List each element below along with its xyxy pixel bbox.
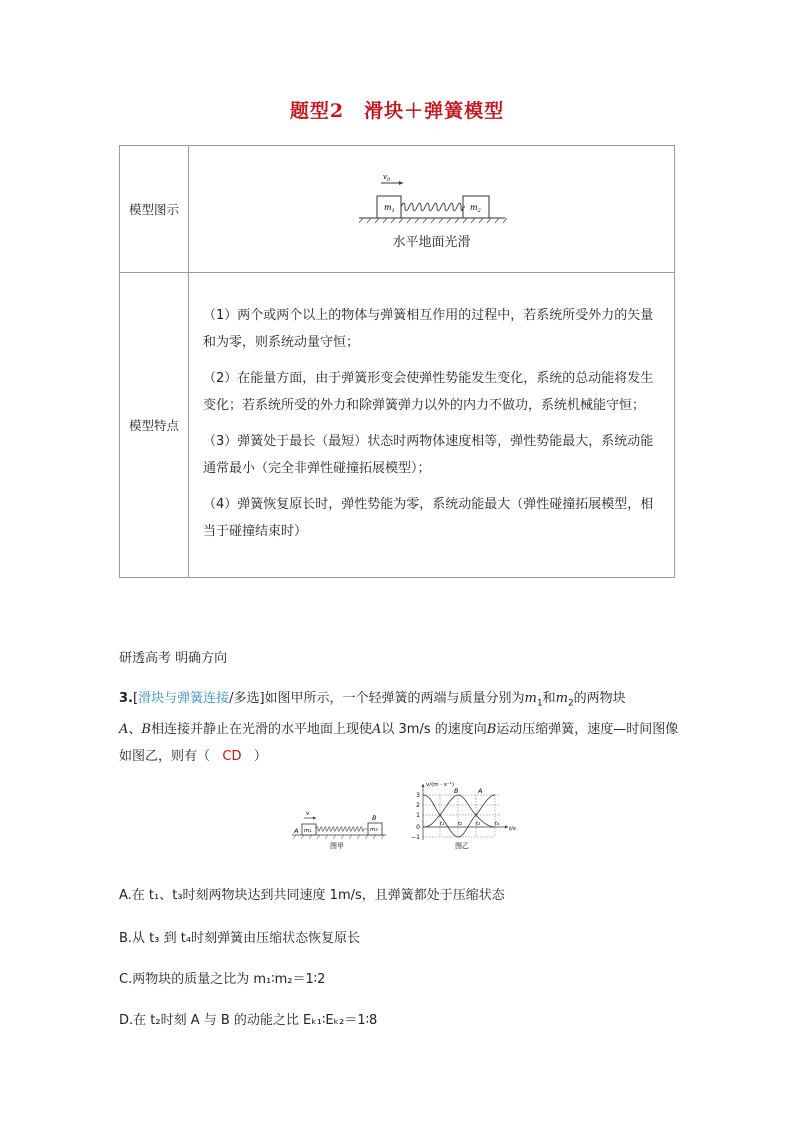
fig-yi-ylabel: v/(m · s⁻¹) <box>426 782 454 788</box>
option-D: D.在 t₂时刻 A 与 B 的动能之比 Eₖ₁∶Eₖ₂＝1∶8 <box>119 1013 378 1028</box>
answer-text: CD <box>222 748 242 764</box>
row-label-features: 模型特点 <box>120 273 189 578</box>
row-label-diagram: 模型图示 <box>120 146 189 273</box>
option-B: B.从 t₃ 到 t₄时刻弹簧由压缩状态恢复原长 <box>119 931 361 946</box>
v0-label: $v_0$ <box>382 172 390 183</box>
figure-jia <box>292 810 386 850</box>
model-diagram-cell <box>189 146 675 273</box>
question-tag-link[interactable]: 滑块与弹簧连接 <box>138 691 230 706</box>
figures-svg <box>290 780 520 852</box>
fig-jia-m1: m₁ <box>304 828 312 834</box>
model-table <box>119 145 675 578</box>
fig-jia-caption: 图甲 <box>330 842 344 850</box>
feature-item: （1）两个或两个以上的物体与弹簧相互作用的过程中，若系统所受外力的矢量和为零，则系统动量守恒； <box>203 308 654 350</box>
fig-jia-A: A <box>294 827 299 835</box>
var-A: A <box>119 722 129 738</box>
question-number: 3. <box>119 691 133 706</box>
fig-yi-xtick: t₁ <box>439 821 445 827</box>
slider-spring-diagram <box>357 169 507 225</box>
question-figures <box>290 780 520 856</box>
fig-yi-xlabel: t/s <box>509 826 516 832</box>
question-text: /多选]如图甲所示，一个轻弹簧的两端与质量分别为 <box>229 691 525 706</box>
curve-A <box>423 795 495 837</box>
feature-item: （4）弹簧恢复原长时，弹性势能为零，系统动能最大（弹性碰撞拓展模型，相当于碰撞结束时） <box>203 497 654 539</box>
fig-yi-curve-label: A <box>478 787 483 795</box>
feature-item: （2）在能量方面，由于弹簧形变会使弹性势能发生变化，系统的总动能将发生变化；若系统所受的外力和除弹簧弹力以外的内力不做功，系统机械能守恒； <box>203 371 654 413</box>
option-C: C.两物块的质量之比为 m₁∶m₂＝1∶2 <box>119 972 326 987</box>
question-3: 3.[滑块与弹簧连接/多选]如图甲所示，一个轻弹簧的两端与质量分别为$m_1$和$m_2$的两物块 A、B相连接并静止在光滑的水平地面上现使A以 3m/s 的速度向B运动压缩弹簧，速度—时间图像如图乙，则有（ CD ） <box>119 691 679 764</box>
fig-yi-ytick: 2 <box>416 802 420 809</box>
var-m: m <box>555 691 568 706</box>
var-B: B <box>141 722 151 738</box>
var-m: m <box>524 691 537 706</box>
features-cell <box>189 273 675 578</box>
fig-yi-ytick: 0 <box>416 824 420 831</box>
feature-item: （3）弹簧处于最长（最短）状态时两物体速度相等，弹性势能最大，系统动能通常最小（完全非弹性碰撞拓展模型）； <box>203 434 654 476</box>
fig-yi-xtick: t₂ <box>457 821 463 827</box>
diagram-caption: 水平地面光滑 <box>392 234 471 250</box>
section-heading: 研透高考 明确方向 <box>119 651 228 666</box>
m1-label: $m_1$ <box>383 202 395 214</box>
fig-yi-curve-label: B <box>454 787 459 795</box>
fig-jia-m2: m₂ <box>370 827 378 833</box>
fig-yi-ytick: 3 <box>416 792 420 799</box>
fig-yi-caption: 图乙 <box>455 842 469 850</box>
fig-yi-xtick: t₃ <box>475 821 481 827</box>
fig-jia-v: v <box>306 810 310 817</box>
fig-jia-B: B <box>372 814 377 822</box>
fig-yi-ytick: −1 <box>411 834 420 841</box>
option-A: A.在 t₁、t₃时刻两物块达到共同速度 1m/s，且弹簧都处于压缩状态 <box>119 888 505 903</box>
page-title: 题型2 滑块＋弹簧模型 <box>289 100 505 122</box>
figure-yi <box>411 781 516 850</box>
m2-label: $m_2$ <box>469 202 481 214</box>
spring <box>401 203 465 211</box>
fig-yi-ytick: 1 <box>416 812 420 819</box>
fig-yi-xtick: t₄ <box>494 821 500 827</box>
